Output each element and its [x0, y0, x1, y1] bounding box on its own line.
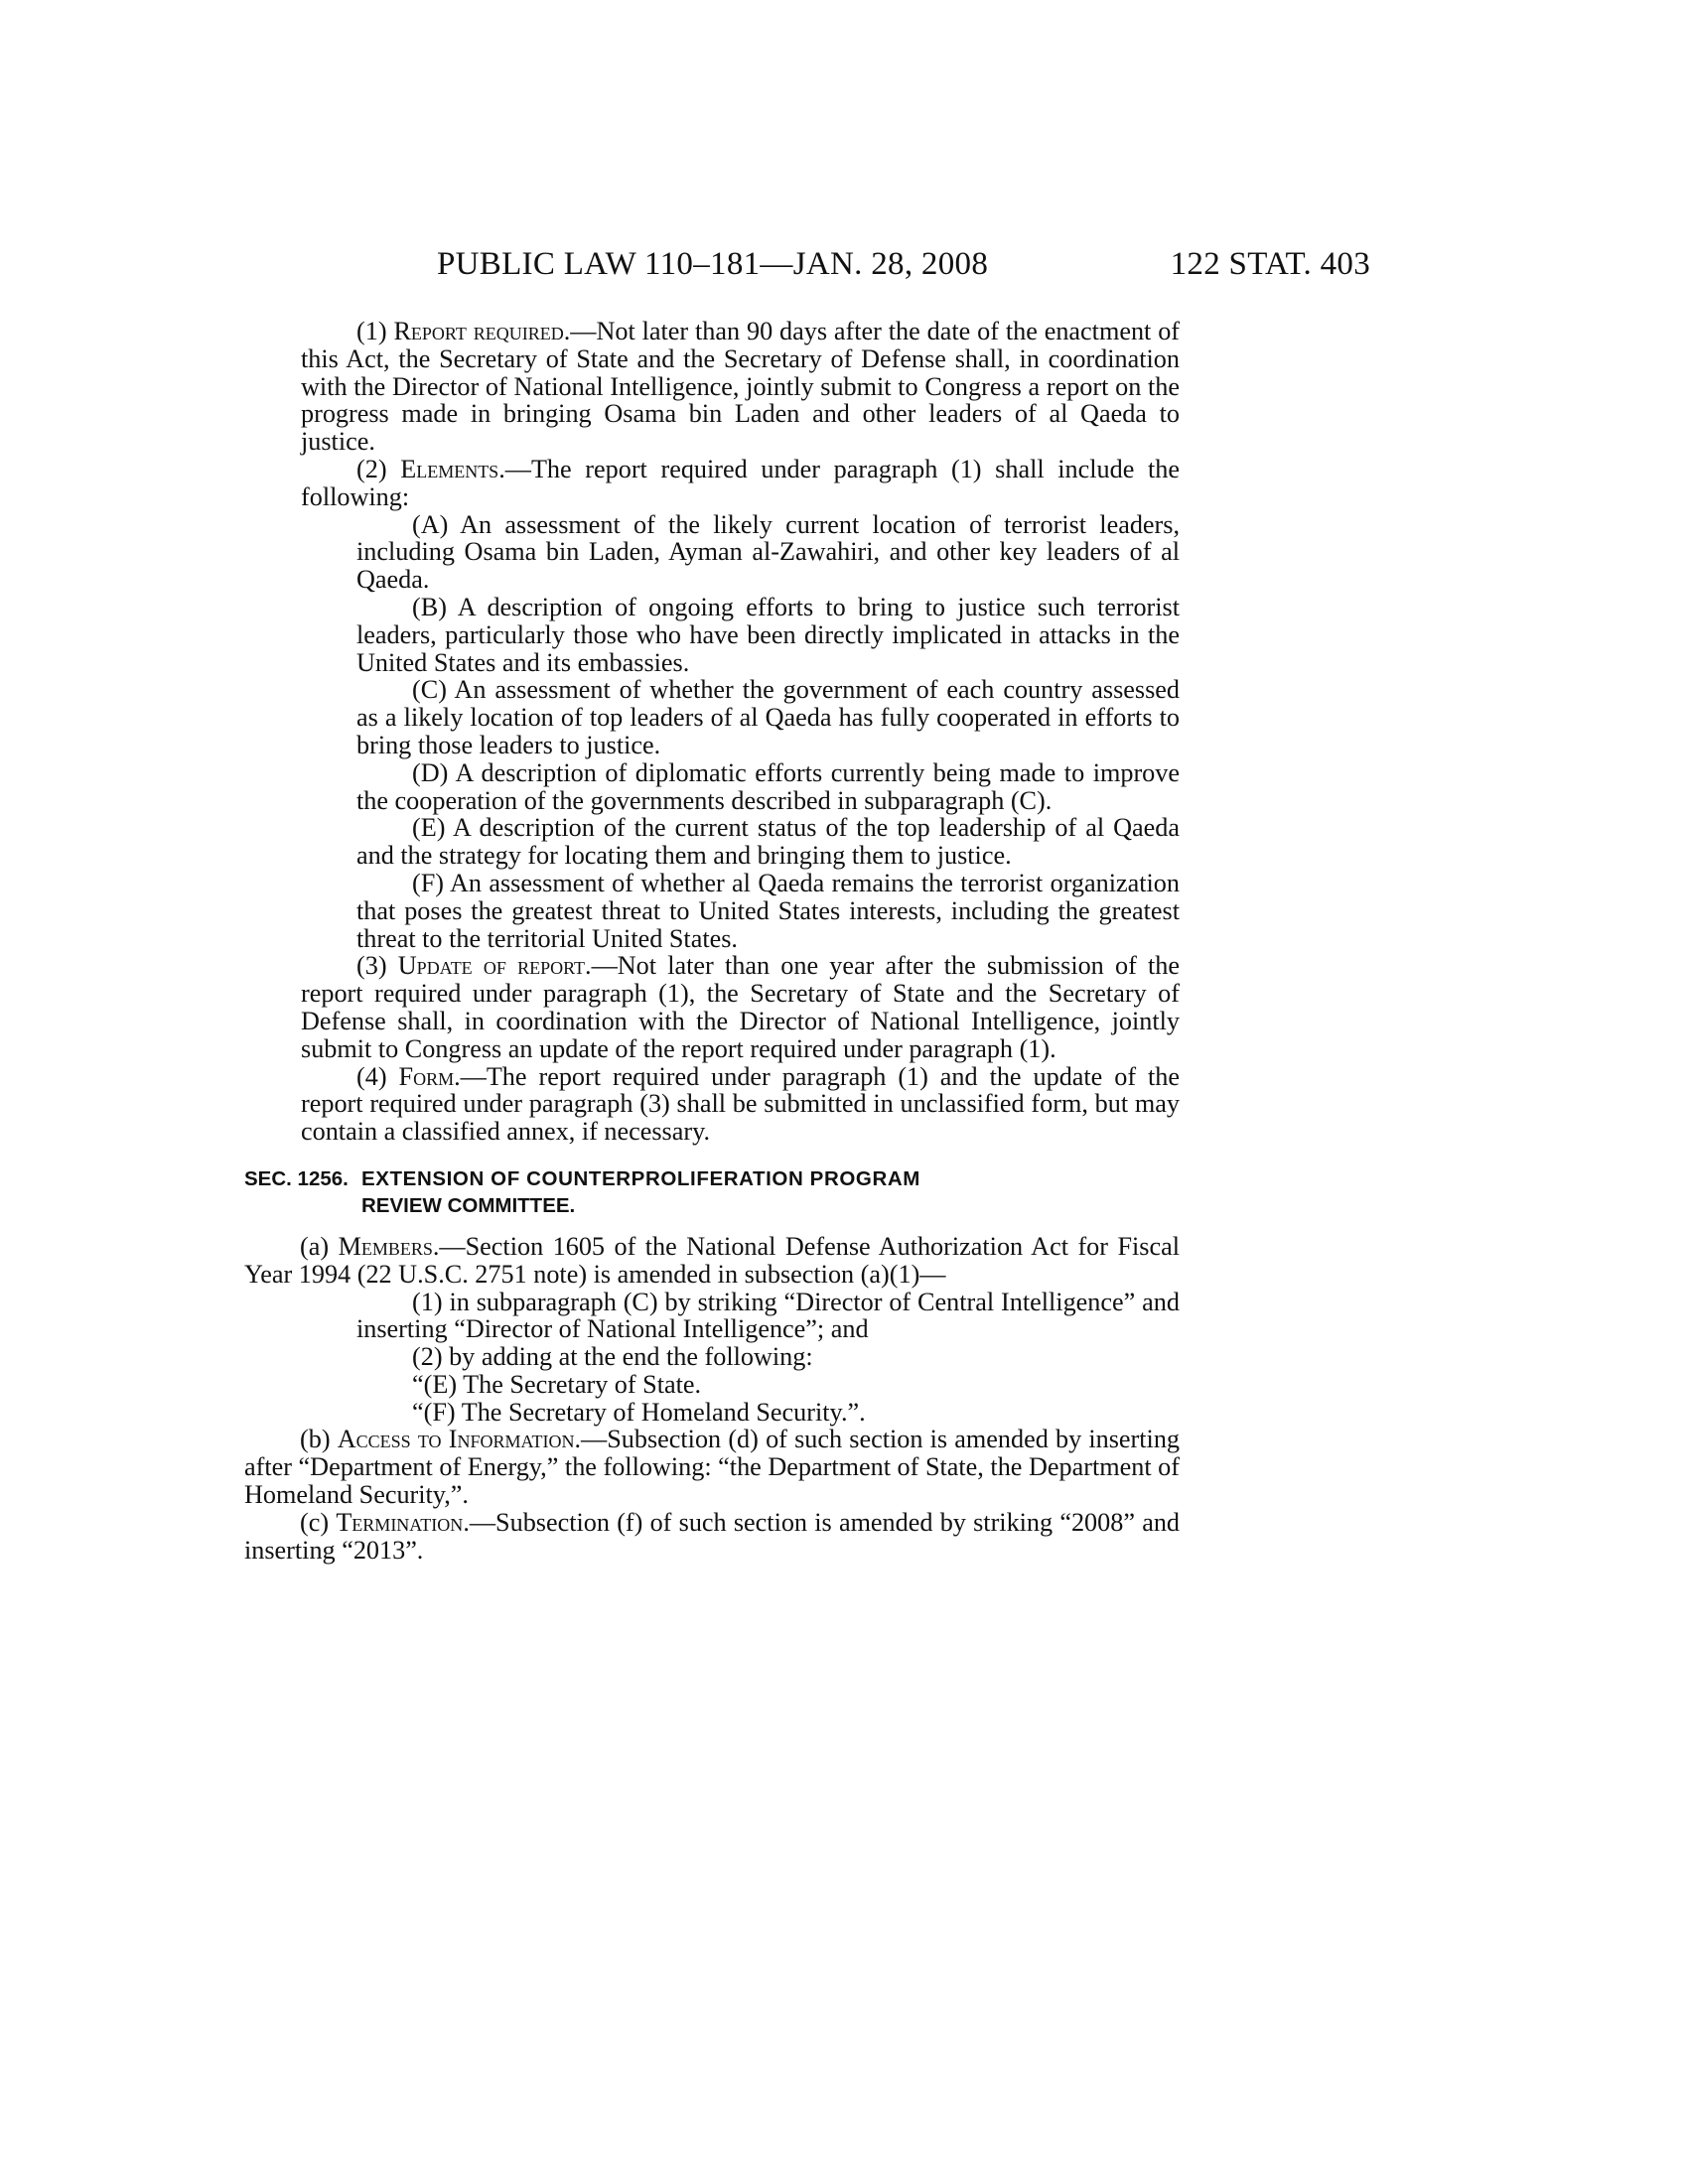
- paragraph-2: (2) Elements.—The report required under paragraph (1) shall include the following:: [301, 454, 1180, 511]
- section-heading: [244, 1165, 1178, 1219]
- subparagraph-a: [301, 511, 1180, 594]
- paragraph-4: (4) Form.—The report required under paragraph (1) and the update of the report required under paragraph (3) shall be submitted in unclassified form, but may contain a classified annex, if necessary.: [301, 1061, 1181, 1147]
- document-body: [244, 317, 1181, 1565]
- paragraph-4-text: The report required under paragraph (1) and the update of the report required under paragraph (3) shall be submitted in unclassified form, but may contain a classified annex, if necessary.: [301, 1061, 1181, 1147]
- subsection-c-heading: Termination: [336, 1507, 464, 1537]
- subparagraph-a-text: (A) An assessment of the likely current location of terrorist leaders, including Osama bin Laden, Ayman al-Zawahiri, and other key leaders of al Qaeda.: [356, 509, 1180, 595]
- paragraph-3-text: Not later than one year after the submission of the report required under paragraph (1), the Secretary of State and the Secretary of Defense shall, in coordination with the Director of National Intelligence, jointly submit to Congress an update of the report required under paragraph (1).: [301, 951, 1180, 1063]
- paragraph-1-num: (1): [356, 317, 387, 345]
- paragraph-1-heading: Report required: [393, 317, 564, 345]
- paragraph-1: (1) Report required.—Not later than 90 days after the date of the enactment of this Act, the Secretary of State and the Secretary of Defense shall, in coordination with the Director of National Intelligence, jointly submit to Congress a report on the progress made in bringing Osama bin Laden and other leaders of al Qaeda to justice.: [301, 317, 1181, 457]
- subsection-a-num: (a): [300, 1231, 330, 1261]
- section-title-line-1: EXTENSION OF COUNTERPROLIFERATION PROGRAM: [361, 1166, 920, 1190]
- subsection-b-num: (b): [300, 1425, 331, 1454]
- subsection-a-item-2: [301, 1343, 1180, 1371]
- paragraph-1-text: Not later than 90 days after the date of the enactment of this Act, the Secretary of State and the Secretary of Defense shall, in coordination with the Director of National Intelligence, jointly submit to Congress a report on the progress made in bringing Osama bin Laden and other leaders of al Qaeda to justice.: [301, 317, 1181, 457]
- subsection-c-num: (c): [300, 1507, 330, 1537]
- subsection-a-item-2-f: [301, 1399, 1180, 1427]
- paragraph-4-heading: Form: [398, 1061, 455, 1091]
- running-title: PUBLIC LAW 110–181—JAN. 28, 2008: [437, 246, 989, 282]
- subparagraph-e-text: (E) A description of the current status of the top leadership of al Qaeda and the strategy for locating them and bringing them to justice.: [356, 813, 1180, 871]
- paragraph-2-num: (2): [356, 454, 387, 483]
- paragraph-3-num: (3): [356, 951, 387, 981]
- subsection-a-text: Section 1605 of the National Defense Authorization Act for Fiscal Year 1994 (22 U.S.C. 2751 note) is amended in subsection (a)(1)—: [244, 1231, 1181, 1289]
- subsection-b-text: Subsection (d) of such section is amended by inserting after “Department of Energy,” the following: “the Department of State, the Department of Homeland Security,”.: [244, 1425, 1181, 1510]
- subparagraph-e: [301, 814, 1180, 870]
- paragraph-4-num: (4): [356, 1061, 387, 1091]
- paragraph-3: (3) Update of report.—Not later than one year after the submission of the report required under paragraph (1), the Secretary of State and the Secretary of Defense shall, in coordination with the Director of National Intelligence, jointly submit to Congress an update of the report required under paragraph (1).: [301, 951, 1180, 1063]
- paragraph-2-heading: Elements: [400, 454, 499, 483]
- subsection-a-item-2-text: (2) by adding at the end the following:: [412, 1342, 813, 1372]
- subparagraph-b-text: (B) A description of ongoing efforts to bring to justice such terrorist leaders, particularly those who have been directly implicated in attacks in the United States and its embassies.: [356, 592, 1180, 677]
- subparagraph-c-text: (C) An assessment of whether the government of each country assessed as a likely location of top leaders of al Qaeda has fully cooperated in efforts to bring those leaders to justice.: [356, 675, 1180, 759]
- subsection-a-item-1: [301, 1289, 1180, 1344]
- subsection-c-text: Subsection (f) of such section is amended by striking “2008” and inserting “2013”.: [244, 1507, 1181, 1565]
- subparagraph-f: [301, 870, 1180, 952]
- subparagraph-d: [301, 759, 1180, 815]
- subsection-a-heading: Members: [338, 1231, 433, 1261]
- subsection-a-item-1-text: (1) in subparagraph (C) by striking “Director of Central Intelligence” and inserting “Director of National Intelligence”; and: [356, 1287, 1180, 1344]
- subparagraph-f-text: (F) An assessment of whether al Qaeda remains the terrorist organization that poses the greatest threat to United States interests, including the greatest threat to the territorial United States.: [356, 868, 1180, 953]
- subparagraph-d-text: (D) A description of diplomatic efforts currently being made to improve the cooperation of the governments described in subparagraph (C).: [356, 757, 1180, 815]
- subsection-b-heading: Access to Information: [337, 1425, 575, 1454]
- subsection-a: (a) Members.—Section 1605 of the National Defense Authorization Act for Fiscal Year 1994 (22 U.S.C. 2751 note) is amended in subsection (a)(1)—: [244, 1231, 1181, 1289]
- subsection-b: (b) Access to Information.—Subsection (d) of such section is amended by inserting after “Department of Energy,” the following: “the Department of State, the Department of Homeland Security,”.: [244, 1425, 1181, 1510]
- subsection-a-item-2-e: [301, 1371, 1180, 1399]
- section-title-line-2: REVIEW COMMITTEE.: [361, 1193, 576, 1217]
- stat-page-number: 122 STAT. 403: [1170, 246, 1370, 282]
- subparagraph-c: [301, 676, 1180, 758]
- subsection-a-item-2-e-text: “(E) The Secretary of State.: [412, 1369, 702, 1399]
- subsection-a-item-2-f-text: “(F) The Secretary of Homeland Security.”.: [412, 1397, 866, 1427]
- section-number: SEC. 1256.: [244, 1166, 349, 1190]
- paragraph-2-text: The report required under paragraph (1) shall include the following:: [301, 454, 1180, 511]
- paragraph-3-heading: Update of report: [397, 951, 586, 981]
- subsection-c: (c) Termination.—Subsection (f) of such section is amended by striking “2008” and inserting “2013”.: [244, 1507, 1181, 1565]
- page-header: [437, 246, 1370, 286]
- subparagraph-b: [301, 594, 1180, 676]
